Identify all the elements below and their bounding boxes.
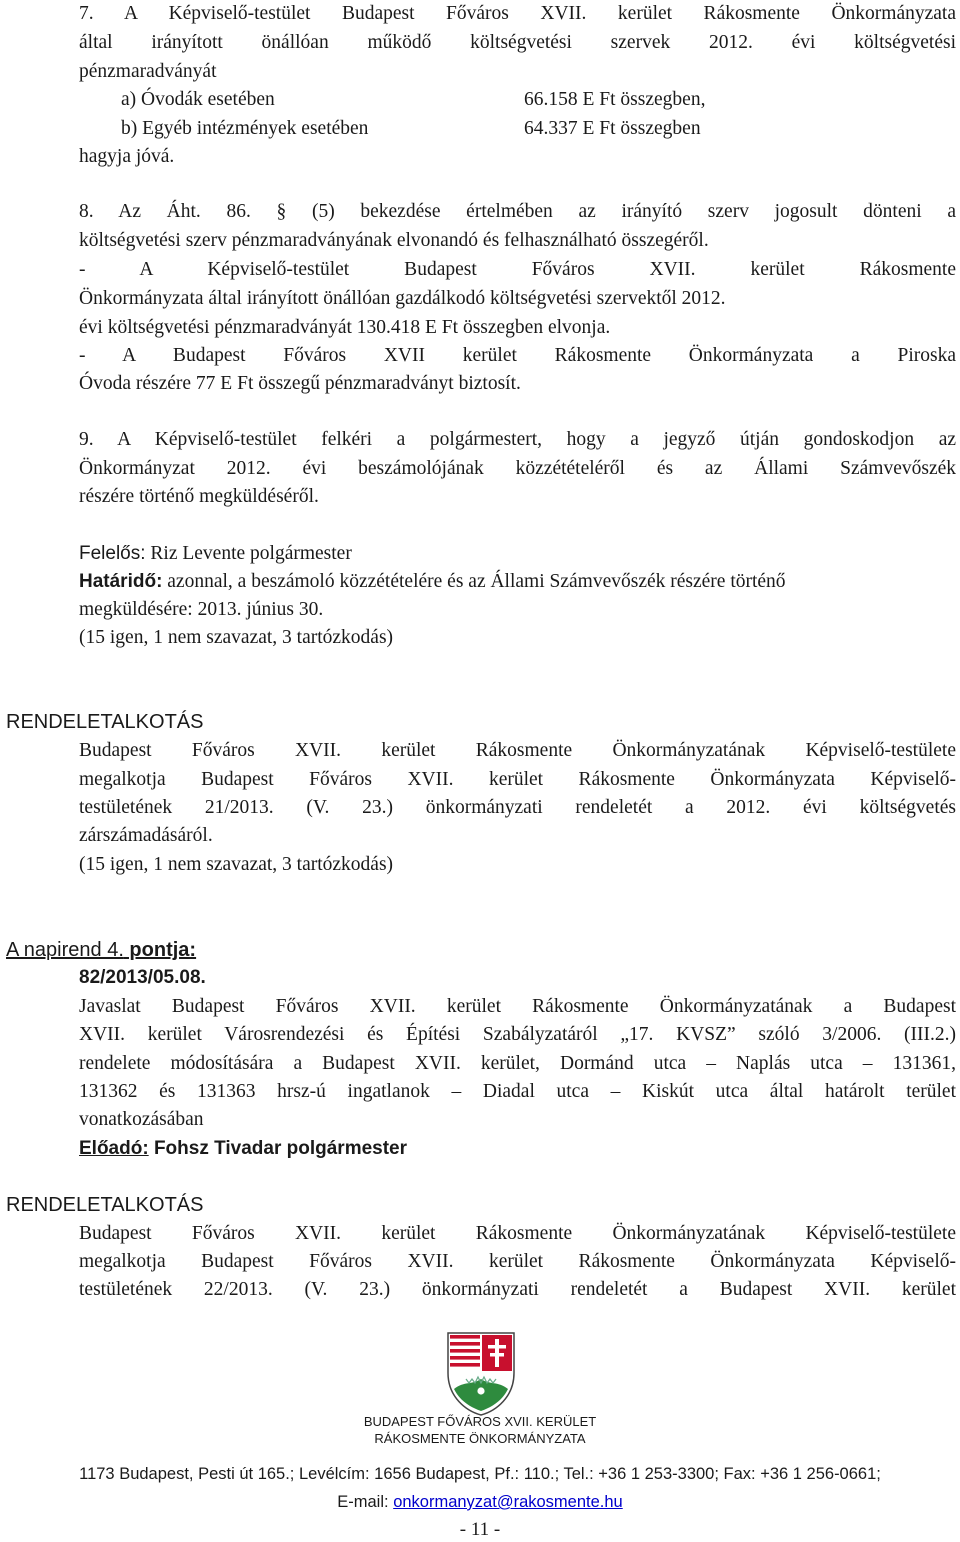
footer-email-line xyxy=(0,1490,960,1514)
org-name-line1: BUDAPEST FŐVÁROS XVII. KERÜLET xyxy=(363,1414,597,1429)
item7-a-amount: 66.158 E Ft összegben, xyxy=(524,89,706,110)
vote-result-1: (15 igen, 1 nem szavazat, 3 tartózkodás) xyxy=(79,627,394,648)
org-name-line2: RÁKOSMENTE ÖNKORMÁNYZATA xyxy=(374,1431,586,1446)
coat-of-arms-icon xyxy=(444,1327,518,1417)
agenda-line3: rendelete módosítására a Budapest XVII. kerület, Dormánd utca – Naplás utca – 131361, xyxy=(79,1053,956,1074)
item8-line3: - A Képviselő-testület Budapest Főváros XVII. kerület Rákosmente xyxy=(79,259,956,280)
item9-line3: részére történő megküldéséről. xyxy=(79,486,319,507)
item7-a-label: a) Óvodák esetében xyxy=(121,89,275,110)
decree1-heading: RENDELETALKOTÁS xyxy=(6,711,204,733)
item8-line5: évi költségvetési pénzmaradványát 130.418 E Ft összegben elvonja. xyxy=(79,317,611,338)
item8-line4: Önkormányzata által irányított önállóan gazdálkodó költségvetési szervektől 2012. xyxy=(79,288,726,309)
presenter-line xyxy=(79,1135,956,1163)
agenda-line2: XVII. kerület Városrendezési és Építési Szabályzatáról „17. KVSZ” szóló 3/2006. (III.2.) xyxy=(79,1024,956,1045)
responsible-label: Felelős: xyxy=(79,543,146,564)
agenda-heading-b: pontja: xyxy=(123,939,197,961)
deadline-line2: megküldésére: 2013. június 30. xyxy=(79,599,324,620)
item7-b-label: b) Egyéb intézmények esetében xyxy=(121,118,369,139)
responsible-value: Riz Levente polgármester xyxy=(145,543,352,564)
decree2-line1: Budapest Főváros XVII. kerület Rákosmente Önkormányzatának Képviselő-testülete xyxy=(79,1223,956,1244)
item8-line2: költségvetési szerv pénzmaradványának elvonandó és felhasználható összegéről. xyxy=(79,230,709,251)
item7-line3: pénzmaradványát xyxy=(79,61,217,82)
deadline-value: azonnal, a beszámoló közzétételére és az Állami Számvevőszék részére történő xyxy=(162,571,786,592)
deadline-label: Határidő: xyxy=(79,571,163,592)
agenda-heading-a: A napirend 4. xyxy=(6,939,124,961)
footer-email-link[interactable]: onkormanyzat@rakosmente.hu xyxy=(393,1493,623,1511)
agenda-line1: Javaslat Budapest Főváros XVII. kerület Rákosmente Önkormányzatának a Budapest xyxy=(79,996,956,1017)
item8-line1: 8. Az Áht. 86. § (5) bekezdése értelmében az irányító szerv jogosult dönteni a xyxy=(79,201,956,222)
item7-line-end: hagyja jóvá. xyxy=(79,146,175,167)
decree2-line3: testületének 22/2013. (V. 23.) önkormányzati rendeletét a Budapest XVII. kerület xyxy=(79,1279,956,1300)
page-number: - 11 - xyxy=(459,1519,501,1540)
decree1-line2: megalkotja Budapest Főváros XVII. kerület Rákosmente Önkormányzata Képviselő- xyxy=(79,769,956,790)
decree1-line4: zárszámadásáról. xyxy=(79,825,213,846)
agenda-line4: 131362 és 131363 hrsz-ú ingatlanok – Diadal utca – Kiskút utca által határolt terület xyxy=(79,1081,956,1102)
decree1-line1: Budapest Főváros XVII. kerület Rákosmente Önkormányzatának Képviselő-testülete xyxy=(79,740,956,761)
vote-result-2: (15 igen, 1 nem szavazat, 3 tartózkodás) xyxy=(79,854,394,875)
item8-line6: - A Budapest Főváros XVII kerület Rákosmente Önkormányzata a Piroska xyxy=(79,345,956,366)
item7-b-amount: 64.337 E Ft összegben xyxy=(524,118,701,139)
responsible-line xyxy=(79,540,956,568)
presenter-value: Fohsz Tivadar polgármester xyxy=(148,1138,408,1159)
decree1-line3: testületének 21/2013. (V. 23.) önkormányzati rendeletét a 2012. évi költségvetés xyxy=(79,797,956,818)
agenda-heading xyxy=(6,936,196,964)
decree2-heading: RENDELETALKOTÁS xyxy=(6,1194,204,1216)
item7-line2: által irányított önállóan működő költségvetési szervek 2012. évi költségvetési xyxy=(79,32,956,53)
agenda-line5: vonatkozásában xyxy=(79,1109,204,1130)
item9-line2: Önkormányzat 2012. évi beszámolójának közzétételéről és az Állami Számvevőszék xyxy=(79,458,956,479)
item7-line1: 7. A Képviselő-testület Budapest Főváros XVII. kerület Rákosmente Önkormányzata xyxy=(79,3,956,24)
footer-address: 1173 Budapest, Pesti út 165.; Levélcím: 1656 Budapest, Pf.: 110.; Tel.: +36 1 253-3300; Fax: +36 1 256-0661; xyxy=(79,1465,881,1483)
agenda-number: 82/2013/05.08. xyxy=(79,967,206,988)
item9-line1: 9. A Képviselő-testület felkéri a polgármestert, hogy a jegyző útján gondoskodjon az xyxy=(79,429,956,450)
footer-email-label: E-mail: xyxy=(337,1493,394,1511)
deadline-line xyxy=(79,568,956,596)
item8-line7: Óvoda részére 77 E Ft összegű pénzmaradványt biztosít. xyxy=(79,373,521,394)
decree2-line2: megalkotja Budapest Főváros XVII. kerület Rákosmente Önkormányzata Képviselő- xyxy=(79,1251,956,1272)
presenter-label: Előadó: xyxy=(79,1138,149,1159)
